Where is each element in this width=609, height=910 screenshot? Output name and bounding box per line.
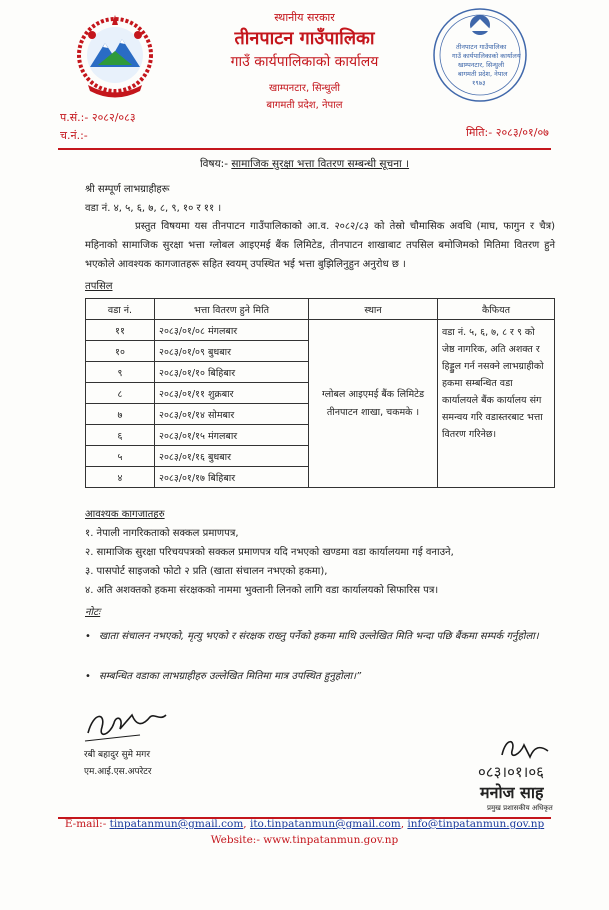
cell-date: २०८३/०१/१० बिहिबार <box>155 362 309 383</box>
left-signature <box>80 705 190 745</box>
table-header-row <box>86 299 555 320</box>
cell-ward: ४ <box>86 467 155 488</box>
cell-remarks: वडा नं. ५, ६, ७, ८ र ९ को जेष्ठ नागरिक, अति अशक्त र हिड्डुल गर्न नसक्ने लाभग्राहीको हकमा सम्बन्धित वडा कार्यालयले बैंक कार्यालय संग समन्वय गरि वडास्तरबाट भत्ता वितरण गरिनेछ। <box>438 320 555 488</box>
subject-text: सामाजिक सुरक्षा भत्ता वितरण सम्बन्धी सूचना । <box>231 158 410 170</box>
header-address: खाम्पनटार, सिन्धुली <box>269 83 340 94</box>
cell-date: २०८३/०१/११ शुक्रबार <box>155 383 309 404</box>
col-header-date: भत्ता वितरण हुने मिति <box>155 299 309 320</box>
header-divider <box>58 148 551 150</box>
document-item: ३. पासपोर्ट साइजको फोटो २ प्रति (खाता संचालन नभएको हकमा), <box>85 566 328 577</box>
email-link[interactable]: tinpatanmun@gmail.com <box>109 818 244 830</box>
note-text: खाता संचालन नभएको, मृत्यु भएको र संरक्षक राख्नु पर्नेको हकमा माथि उल्लेखित मिति भन्दा पछि बैंकमा सम्पर्क गर्नुहोला। <box>99 631 539 642</box>
right-signature <box>496 733 556 763</box>
left-signatory-title: एम.आई.एस.अपरेटर <box>84 767 152 777</box>
subject-prefix: विषय:- <box>199 158 228 170</box>
documents-heading: आवश्यक कागजातहरु <box>85 509 165 520</box>
right-signatory-name: मनोज साह <box>480 783 544 802</box>
table-row <box>86 320 555 341</box>
office-seal-stamp <box>430 5 530 110</box>
cell-date: २०८३/०१/१५ मंगलबार <box>155 425 309 446</box>
cell-place: ग्लोबल आइएमई बैंक लिमिटेड तीनपाटन शाखा, चकमके । <box>309 320 438 488</box>
header-municipality-name: तीनपाटन गाउँपालिका <box>234 28 375 49</box>
seal-text-1: तीनपाटन गाउँपालिका <box>456 43 507 51</box>
cell-date: २०८३/०१/१६ बुधबार <box>155 446 309 467</box>
notes-heading: नोटः <box>85 607 101 618</box>
document-item: ४. अति अशक्तको हकमा संरक्षकको नाममा भुक्तानी लिनको लागि वडा कार्यालयको सिफारिस पत्र। <box>85 585 439 596</box>
email-link[interactable]: info@tinpatanmun.gov.np <box>407 818 545 830</box>
email-link[interactable]: ito.tinpatanmun@gmail.com <box>249 818 401 830</box>
bullet-icon: • <box>85 631 91 642</box>
note-item <box>85 627 555 646</box>
note-text: सम्बन्धित वडाका लाभग्राहीहरु उल्लेखित मितिमा मात्र उपस्थित हुनुहोला।” <box>99 671 362 682</box>
cell-ward: ६ <box>86 425 155 446</box>
dispatch-number: च.नं.:- <box>60 129 88 142</box>
cell-ward: ८ <box>86 383 155 404</box>
col-header-ward: वडा नं. <box>86 299 155 320</box>
distribution-schedule-table <box>85 298 555 488</box>
ward-list: वडा नं. ४, ५, ६, ७, ८, ९, १० र ११ । <box>85 203 222 214</box>
cell-ward: ९ <box>86 362 155 383</box>
header-local-government: स्थानीय सरकार <box>274 11 335 24</box>
footer-website-line <box>0 834 609 846</box>
cell-date: २०८३/०१/१७ बिहिबार <box>155 467 309 488</box>
seal-text-3: खाम्पनटार, सिन्धुली <box>458 61 505 69</box>
document-item: २. सामाजिक सुरक्षा परिचयपत्रको सक्कल प्रमाणपत्र यदि नभएको खण्डमा वडा कार्यालयमा गई वनाउने, <box>85 547 454 558</box>
seal-text-5: १९७३ <box>472 79 486 87</box>
right-signatory-title: प्रमुख प्रशासकीय अधिकृत <box>487 804 553 812</box>
cell-date: २०८३/०१/१४ सोमबार <box>155 404 309 425</box>
body-text: प्रस्तुत विषयमा यस तीनपाटन गाउँपालिकाको आ.व. २०८२/८३ को तेस्रो चौमासिक अवधि (माघ, फागुन र चैत्र) महिनाको सामाजिक सुरक्षा भत्ता ग्लोबल आइएमई बैंक लिमिटेड, तीनपाटन शाखाबाट तपसिल बमोजिमको मितिमा वितरण हुने भएकोले आवश्यक कागजातहरू सहित स्वयम् उपस्थित भई भत्ता बुझिलिनुहुन अनुरोध छ । <box>85 221 555 270</box>
col-header-place: स्थान <box>309 299 438 320</box>
seal-text-4: बागमती प्रदेश, नेपाल <box>458 70 508 78</box>
cell-ward: ५ <box>86 446 155 467</box>
addressee: श्री सम्पूर्ण लाभग्राहीहरू <box>85 184 170 195</box>
header-office-name: गाउँ कार्यपालिकाको कार्यालय <box>230 54 379 70</box>
right-signature-date: ०८३।०१।०६ <box>478 763 544 781</box>
website-label: Website:- <box>210 834 260 846</box>
letter-date: मिति:- २०८३/०१/०७ <box>466 126 549 139</box>
cell-ward: १० <box>86 341 155 362</box>
reference-number: प.सं.:- २०८२/०८३ <box>60 111 136 124</box>
body-paragraph <box>85 217 555 274</box>
seal-text-2: गाउँ कार्यपालिकाको कार्यालय <box>452 52 521 60</box>
note-item <box>85 667 555 686</box>
email-label: E-mail:- <box>64 818 107 830</box>
cell-date: २०८३/०१/०९ बुधबार <box>155 341 309 362</box>
schedule-heading: तपसिल <box>85 281 113 292</box>
website-link[interactable]: www.tinpatanmun.gov.np <box>263 834 399 846</box>
document-item: १. नेपाली नागरिकताको सक्कल प्रमाणपत्र, <box>85 528 239 539</box>
col-header-remarks: कैफियत <box>438 299 555 320</box>
cell-ward: ११ <box>86 320 155 341</box>
left-signatory-name: रबी बहादुर सुमे मगर <box>84 750 151 760</box>
cell-ward: ७ <box>86 404 155 425</box>
header-province: बागमती प्रदेश, नेपाल <box>266 100 343 111</box>
cell-date: २०८३/०१/०८ मंगलबार <box>155 320 309 341</box>
bullet-icon: • <box>85 671 91 682</box>
footer-email-line: E-mail:- tinpatanmun@gmail.com, ito.tinpatanmun@gmail.com, info@tinpatanmun.gov.np <box>64 818 545 830</box>
subject-line <box>0 157 609 171</box>
